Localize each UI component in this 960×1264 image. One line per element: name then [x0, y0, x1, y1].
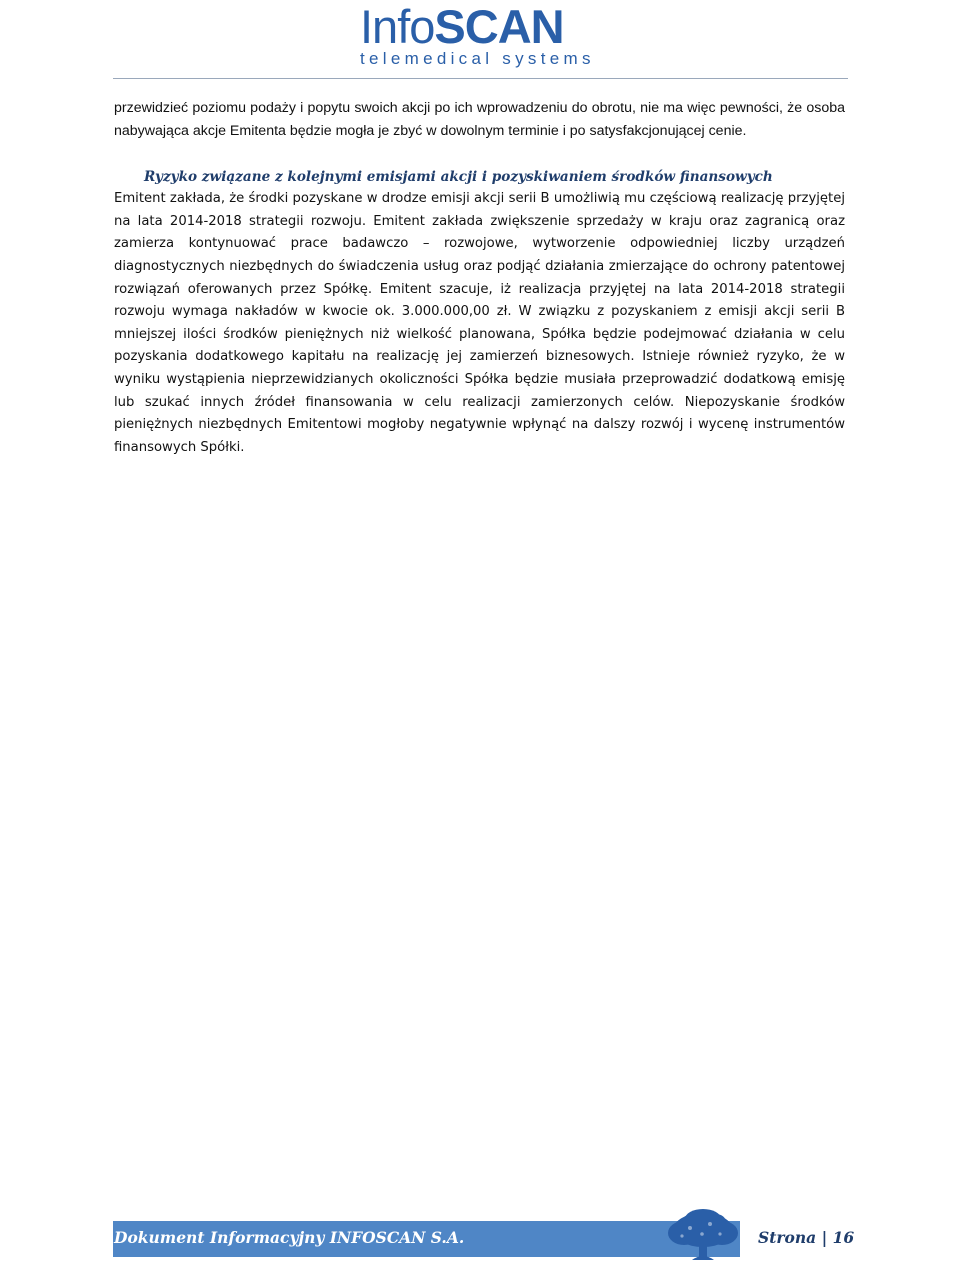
infoscan-logo: [360, 2, 602, 72]
logo-tagline: telemedical systems: [360, 49, 595, 68]
section-heading: Ryzyko związane z kolejnymi emisjami akcji i pozyskiwaniem środków finansowych: [144, 169, 773, 186]
footer-page-number: Strona | 16: [758, 1228, 855, 1247]
logo-info-text: Info: [360, 0, 435, 53]
header-divider: [113, 78, 848, 79]
logo-scan-text: SCAN: [434, 0, 564, 53]
section-paragraph: Emitent zakłada, że środki pozyskane w drodze emisji akcji serii B umożliwią mu częściową realizację przyjętej na lata 2014-2018 strategii rozwoju. Emitent zakłada zwiększenie sprzedaży w kraju oraz zagranicą oraz zamierza kontynuować prace badawczo – rozwojowe, wytworzenie odpowiedniej liczby urządzeń diagnostycznych niezbędnych do świadczenia usług oraz podjąć działania zmierzające do ochrony patentowej rozwiązań oferowanych przez Spółkę. Emitent szacuje, iż realizacja przyjętej na lata 2014-2018 strategii rozwoju wymaga nakładów w kwocie ok. 3.000.000,00 zł. W związku z pozyskaniem z emisji akcji serii B mniejszej ilości środków pieniężnych niż wielkość planowana, Spółka będzie podejmować działania w celu pozyskania dodatkowego kapitału na realizację jej zamierzeń biznesowych. Istnieje również ryzyko, że w wyniku wystąpienia nieprzewidzianych okoliczności Spółka będzie musiała przeprowadzić dodatkową emisję lub szukać innych źródeł finansowania w celu realizacji zamierzonych celów. Niepozyskanie środków pieniężnych niezbędnych Emitentowi mogłoby negatywnie wpłynąć na dalszy rozwój i wycenę instrumentów finansowych Spółki.: [114, 191, 845, 455]
tree-logo-icon: [662, 1208, 744, 1264]
footer-document-title: Dokument Informacyjny INFOSCAN S.A.: [114, 1228, 465, 1247]
logo-wordmark: [360, 2, 564, 52]
page-content: [114, 97, 845, 459]
intro-paragraph: przewidzieć poziomu podaży i popytu swoich akcji po ich wprowadzeniu do obrotu, nie ma więc pewności, że osoba nabywająca akcje Emitenta będzie mogła je zbyć w dowolnym terminie i po satysfakcjonującej cenie.: [114, 100, 845, 139]
